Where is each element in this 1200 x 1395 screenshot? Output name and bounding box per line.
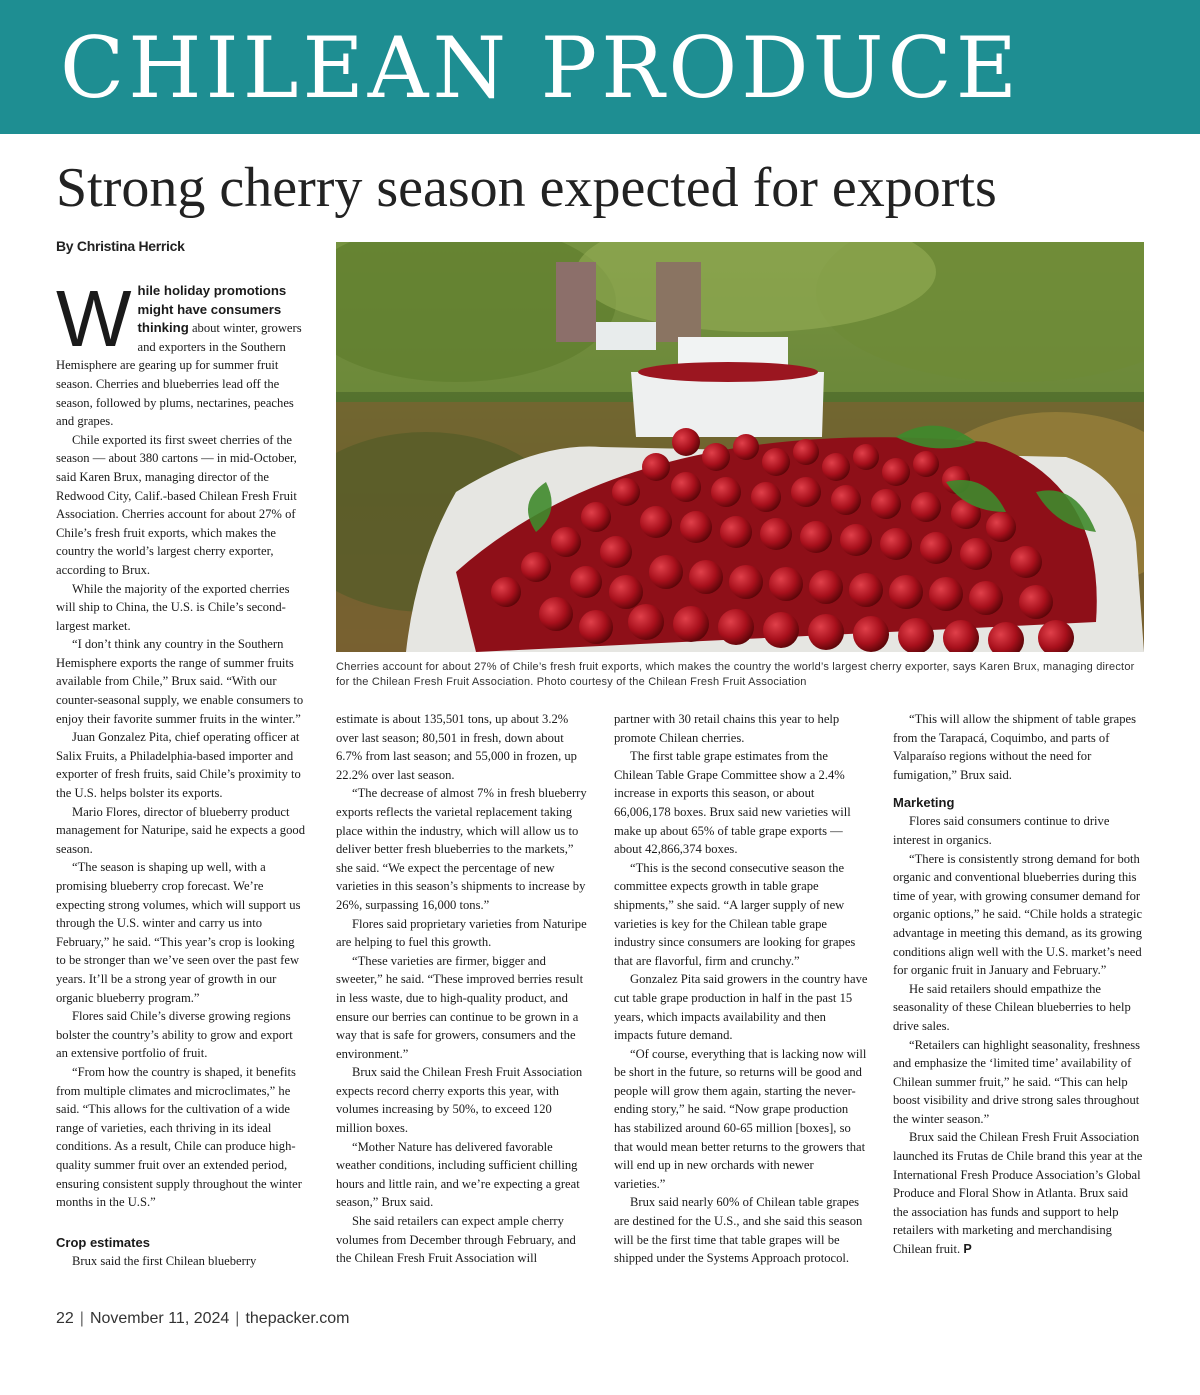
paragraph: The first table grape estimates from the Chilean Table Grape Committee show a 2.4% increase in exports this season, or about 66,006,178 boxes. Brux said new varieties will make up about 65% of table grape exports — about 42,866,374 boxes. (614, 749, 851, 857)
paragraph: Brux said the Chilean Fresh Fruit Association expects record cherry exports this year, with volumes increasing by 50%, to exceed 120 million boxes. (336, 1065, 583, 1136)
issue-date: November 11, 2024 (89, 1310, 230, 1327)
paragraph: Brux said nearly 60% of Chilean table grapes are destined for the U.S., and she said this season will be the first time that table grapes will be shipped under the Systems Approach protocol. (614, 1195, 863, 1266)
article-column-3 (614, 710, 868, 1268)
page-number: 22 (56, 1310, 74, 1327)
article-column-1 (56, 274, 306, 1270)
paragraph: While the majority of the exported cherries will ship to China, the U.S. is Chile’s second-largest market. (56, 581, 290, 633)
paragraph: She said retailers can expect ample cherry volumes from December through February, and the Chilean Fresh Fruit Association will (336, 1214, 576, 1266)
article-column-2 (336, 710, 588, 1268)
paragraph-text: about winter, growers and exporters in the Southern Hemisphere are gearing up for summer fruit season. Cherries and blueberries lead off the season, followed by plums, nectarines, peaches and grapes. (56, 321, 302, 429)
paragraph: Brux said the first Chilean blueberry (72, 1253, 257, 1268)
cherry-photo-illustration (336, 242, 1144, 652)
paragraph: estimate is about 135,501 tons, up about 3.2% over last season; 80,501 in fresh, down about 6.7% from last season; and 55,000 in frozen, up 22.2% over last season. (336, 712, 577, 782)
paragraph: “These varieties are firmer, bigger and sweeter,” he said. “These improved berries result in less waste, due to high-quality product, and ensure our berries can continue to be grown in a way that is safe for growers, consumers and the environment.” (336, 953, 584, 1061)
article-column-4 (893, 710, 1145, 1259)
subheading-marketing: Marketing (893, 795, 955, 811)
paragraph: Flores said consumers continue to drive interest in organics. (893, 814, 1110, 847)
section-banner (0, 0, 1200, 134)
paragraph: “Of course, everything that is lacking now will be short in the future, so returns will be good and people will grow them again, starting the never-ending story,” he said. “Now grape production has stabilized around 60-65 million [boxes], so that would mean better returns to the growers that will end up in new orchards with newer varieties.” (614, 1046, 867, 1191)
end-mark: P (963, 1242, 972, 1257)
paragraph: “There is consistently strong demand for both organic and conventional blueberries during this time of year, with growing consumer demand for organic options,” he said. “Chile holds a strategic advantage in meeting this demand, as its growing conditions align well with the U.S. market’s need for organic fruit in January and February.” (893, 851, 1143, 978)
article-headline: Strong cherry season expected for exports (56, 157, 997, 219)
paragraph: Mario Flores, director of blueberry product management for Naturipe, said he expects a good season. (56, 804, 305, 856)
paragraph: Flores said proprietary varieties from Naturipe are helping to fuel this growth. (336, 916, 587, 950)
page-footer (56, 1310, 350, 1328)
lead-bold-text: hile holiday promotions might have consumers thinking (137, 283, 287, 336)
paragraph: “I don’t think any country in the Southern Hemisphere exports the range of summer fruits available from Chile,” Brux said. “With our counter-seasonal supply, we enable consumers to enjoy their favorite summer fruits in the winter.” (56, 637, 304, 726)
paragraph: Juan Gonzalez Pita, chief operating officer at Salix Fruits, a Philadelphia-based importer and exporter of fresh fruits, said Chile’s proximity to the U.S. helps bolster its exports. (56, 730, 301, 801)
paragraph (893, 1128, 1145, 1258)
lead-paragraph (56, 274, 306, 431)
subheading-crop-estimates: Crop estimates (56, 1234, 150, 1250)
section-title: CHILEAN PRODUCE (60, 19, 1022, 117)
paragraph: “From how the country is shaped, it benefits from multiple climates and microclimates,” he said. “This allows for the cultivation of a wide range of varieties, each thriving in its ideal conditions. As a result, Chile can produce high-quality summer fruit over an extended period, ensuring consistent supply throughout the winter months in the U.S.” (56, 1064, 302, 1210)
footer-separator: | (235, 1310, 240, 1327)
paragraph: “Mother Nature has delivered favorable weather conditions, including sufficient chilling hours and little rain, and we’re expecting a great season,” Brux said. (336, 1139, 580, 1210)
photo-caption: Cherries account for about 27% of Chile’s fresh fruit exports, which makes the country the world’s largest cherry exporter, says Karen Brux, managing director for the Chilean Fresh Fruit Association. Photo courtesy of the Chilean Fresh Fruit Association (336, 661, 1135, 688)
paragraph: Chile exported its first sweet cherries of the season — about 380 cartons — in mid-October, said Karen Brux, managing director of the Redwood City, Calif.-based Chilean Fresh Fruit Association. Cherries account for about 27% of Chile’s fresh fruit exports, which makes the country the world’s largest cherry exporter, according to Brux. (56, 432, 297, 577)
paragraph: “Retailers can highlight seasonality, freshness and emphasize the ‘limited time’ availability of Chilean summer fruit,” he said. “This can help boost visibility and drive strong sales throughout the winter season.” (893, 1037, 1141, 1126)
paragraph: “The season is shaping up well, with a promising blueberry crop forecast. We’re expecting strong volumes, which will support us through the U.S. winter and carry us into February,” he said. “This year’s crop is looking to be stronger than we’ve seen over the past few years. It’ll be a strong year of growth in our organic blueberry program.” (56, 860, 301, 1005)
paragraph: “This is the second consecutive season the committee expects growth in table grape shipments,” she said. “A larger supply of new varieties is key for the Chilean table grape industry since consumers are looking for grapes that are flavorful, firm and crunchy.” (614, 860, 856, 968)
paragraph: Gonzalez Pita said growers in the country have cut table grape production in half in the past 15 years, which impacts availability and then impacts future demand. (614, 972, 868, 1043)
paragraph: Flores said Chile’s diverse growing regions bolster the country’s ability to grow and export an extensive portfolio of fruit. (56, 1009, 293, 1061)
drop-cap: W (56, 274, 132, 363)
cherry-crate-photo (336, 242, 1144, 652)
paragraph: “The decrease of almost 7% in fresh blueberry exports reflects the varietal replacement taking place within the industry, which will allow us to deliver better fresh blueberries to the markets,” she said. “We expect the percentage of new varieties in this season’s shipments to increase by 26%, surpassing 16,000 tons.” (336, 786, 587, 912)
article-byline: By Christina Herrick (56, 238, 185, 254)
paragraph: “This will allow the shipment of table grapes from the Tarapacá, Coquimbo, and parts of Valparaíso regions without the need for fumigation,” Brux said. (893, 712, 1136, 782)
site-link[interactable]: thepacker.com (245, 1310, 350, 1327)
paragraph: partner with 30 retail chains this year to help promote Chilean cherries. (614, 712, 840, 745)
paragraph: He said retailers should empathize the seasonality of these Chilean blueberries to help drive sales. (893, 981, 1131, 1033)
footer-separator: | (79, 1310, 84, 1327)
paragraph-text: Brux said the Chilean Fresh Fruit Association launched its Frutas de Chile brand this year at the International Fresh Produce Association’s Global Produce and Floral Show in Atlanta. Brux said the association has funds and support to help retailers with marketing and merchandising Chilean fruit. (893, 1130, 1143, 1257)
